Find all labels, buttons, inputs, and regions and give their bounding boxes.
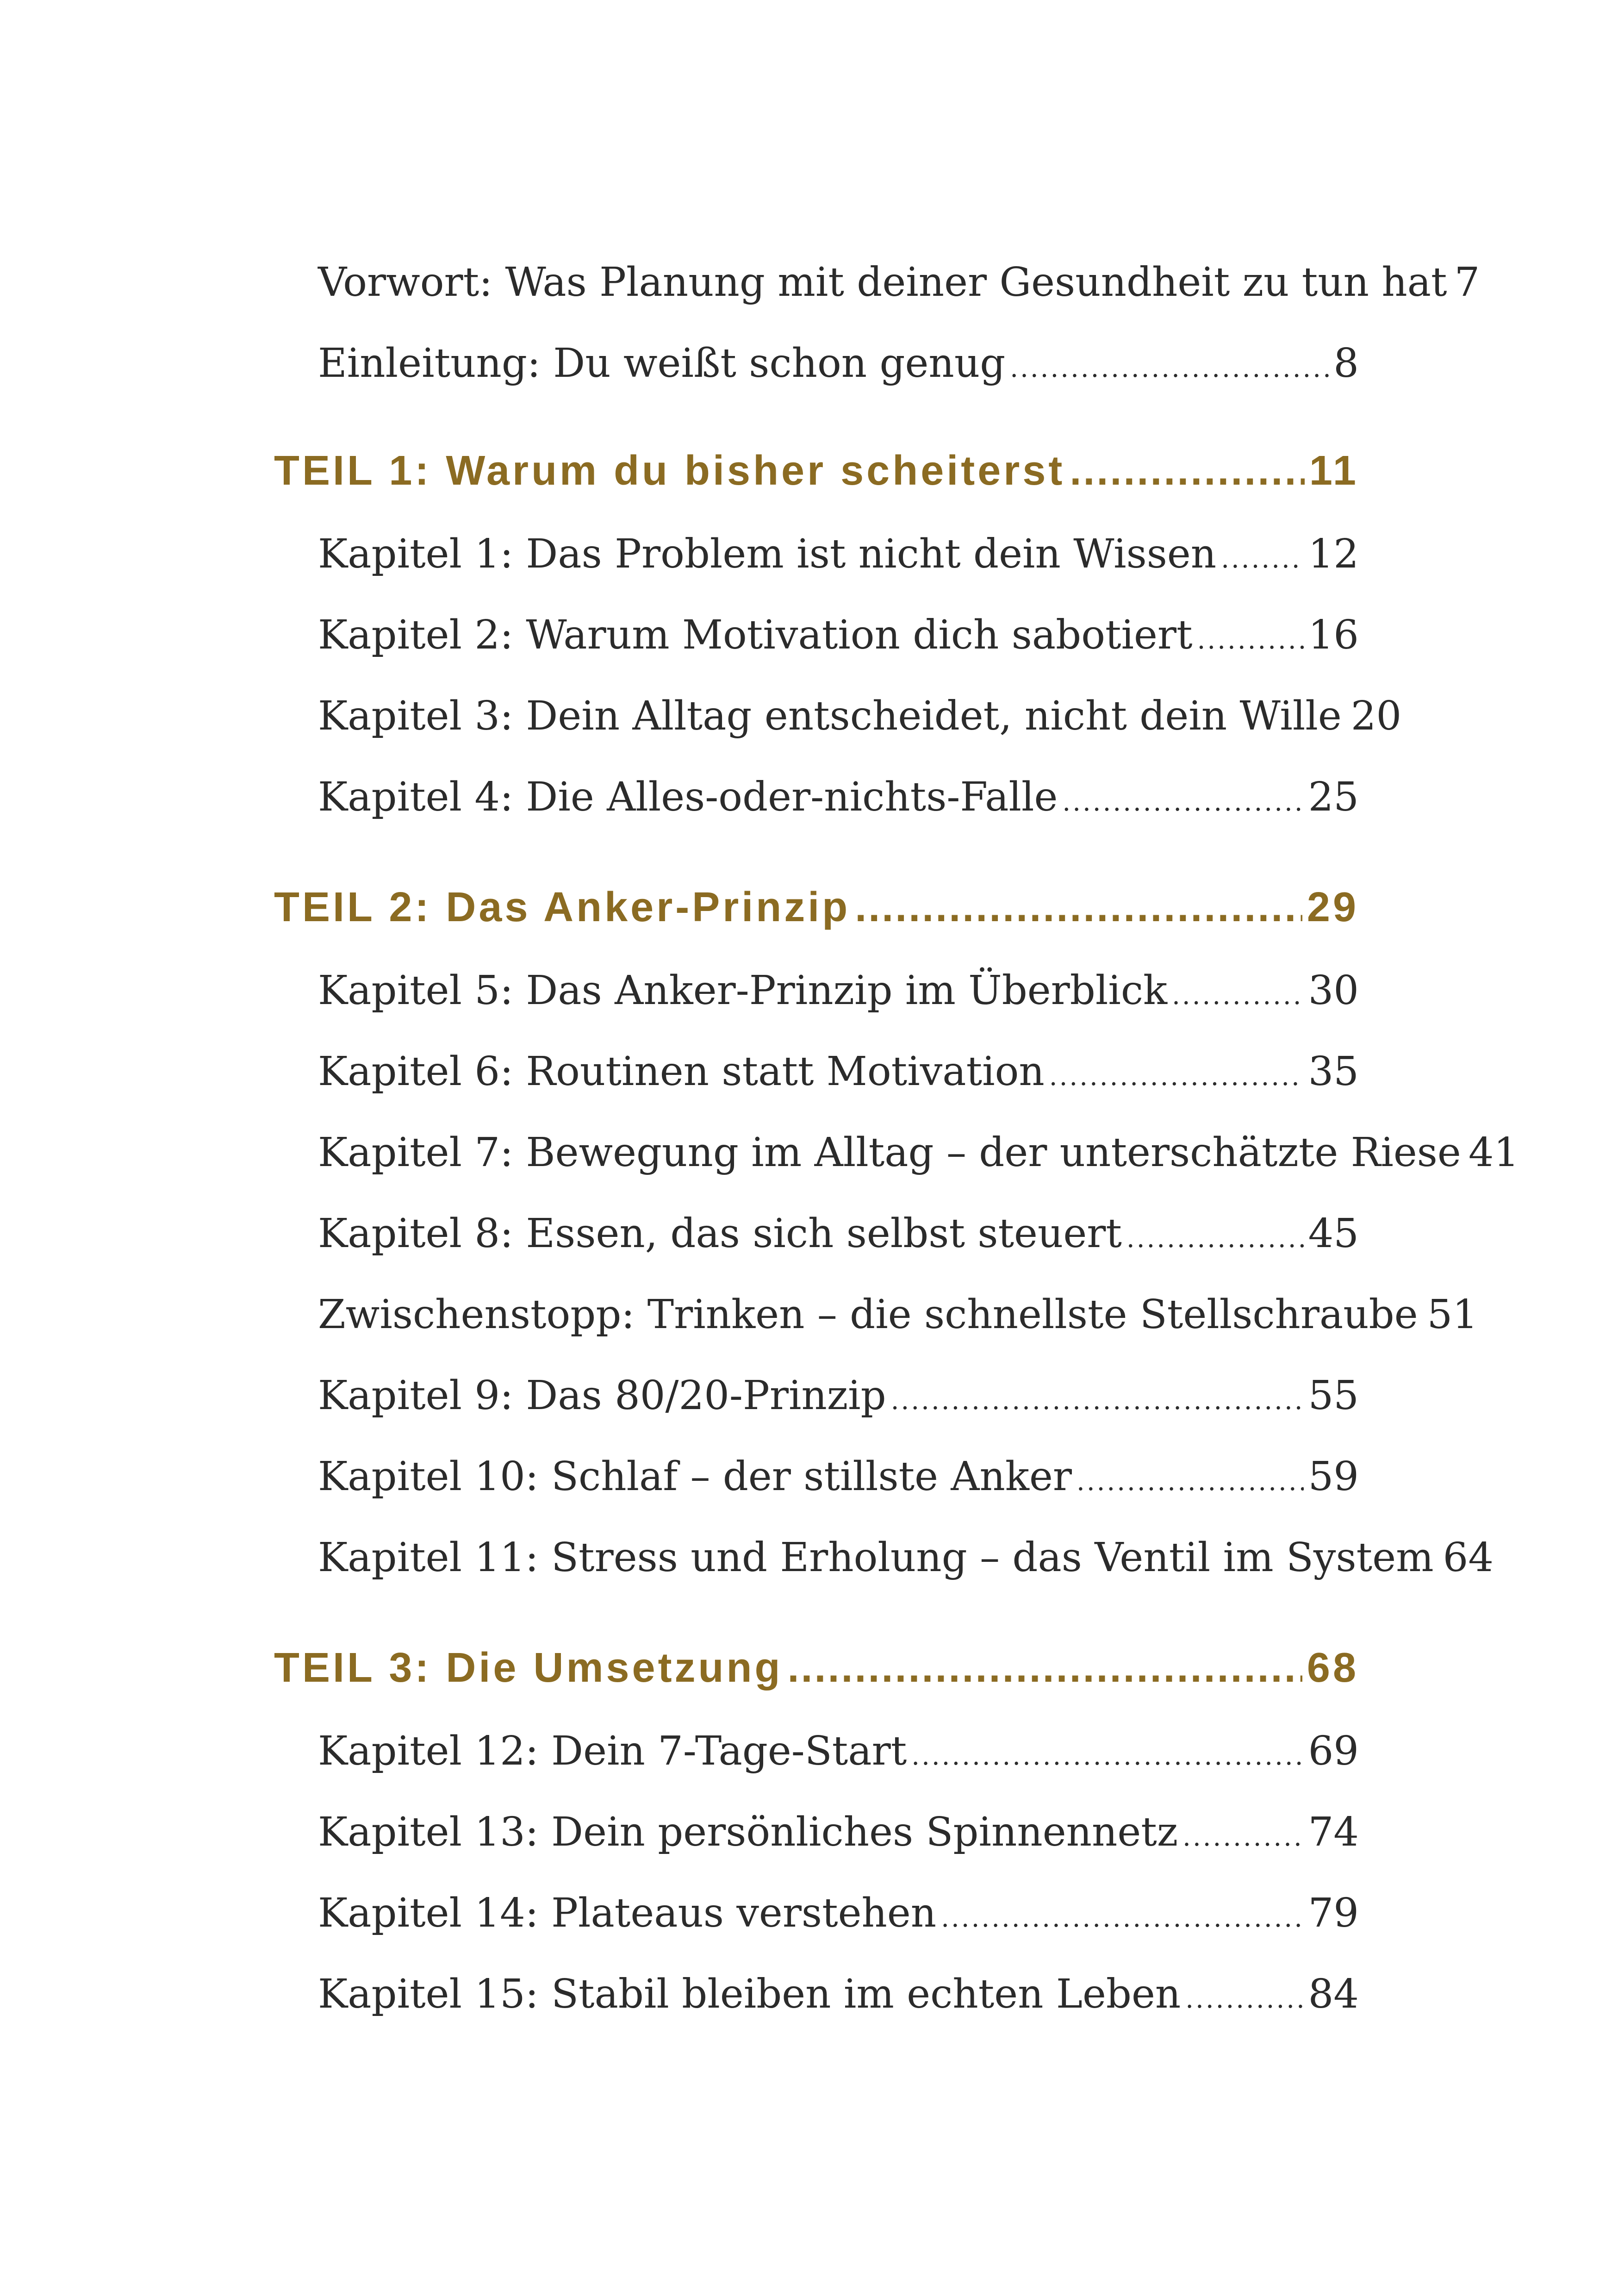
toc-part-label: TEIL 2: Das Anker-Prinzip — [274, 884, 851, 930]
toc-entry-page: 45 — [1308, 1210, 1359, 1257]
toc-entry-page: 64 — [1443, 1535, 1494, 1581]
toc-entry-kapitel-4[interactable] — [274, 774, 1359, 855]
toc-entry-zwischenstopp[interactable] — [274, 1292, 1478, 1373]
toc-entry-kapitel-6[interactable] — [274, 1048, 1359, 1129]
toc-entry-label: Einleitung: Du weißt schon genug — [318, 340, 1006, 387]
dot-leader — [1062, 787, 1303, 817]
toc-entry-label: Kapitel 6: Routinen statt Motivation — [318, 1048, 1045, 1095]
dot-leader — [891, 1385, 1304, 1416]
dot-leader — [1182, 1822, 1303, 1852]
toc-entry-page: 51 — [1427, 1292, 1478, 1338]
toc-entry-kapitel-14[interactable] — [274, 1890, 1359, 1971]
toc-entry-einleitung[interactable] — [274, 340, 1359, 421]
dot-leader — [1172, 980, 1303, 1011]
dot-leader — [1185, 1984, 1303, 2014]
toc-entry-kapitel-3[interactable] — [274, 693, 1402, 774]
toc-entry-kapitel-5[interactable] — [274, 967, 1359, 1048]
toc-entry-label: Kapitel 4: Die Alles-oder-nichts-Falle — [318, 774, 1058, 820]
toc-entry-page: 7 — [1454, 259, 1480, 306]
toc-entry-label: Kapitel 9: Das 80/20-Prinzip — [318, 1373, 886, 1419]
dot-leader — [911, 1741, 1303, 1771]
toc-entry-kapitel-1[interactable] — [274, 531, 1359, 612]
dot-leader — [1049, 1061, 1304, 1092]
toc-entry-label: Kapitel 10: Schlaf – der stillste Anker — [318, 1454, 1072, 1500]
toc-entry-kapitel-11[interactable] — [274, 1535, 1494, 1616]
toc-entry-kapitel-15[interactable] — [274, 1971, 1359, 2052]
toc-entry-kapitel-8[interactable] — [274, 1210, 1359, 1292]
toc-entry-label: Kapitel 11: Stress und Erholung – das Ventil im System — [318, 1535, 1434, 1581]
toc-entry-vorwort[interactable] — [274, 259, 1480, 340]
toc-part-page: 11 — [1309, 448, 1359, 494]
toc-entry-page: 84 — [1308, 1971, 1359, 2017]
toc-entry-page: 55 — [1308, 1373, 1359, 1419]
toc-entry-label: Vorwort: Was Planung mit deiner Gesundheit zu tun hat — [318, 259, 1447, 306]
toc-entry-kapitel-10[interactable] — [274, 1454, 1359, 1535]
toc-entry-page: 16 — [1308, 612, 1359, 658]
toc-entry-kapitel-13[interactable] — [274, 1809, 1359, 1890]
toc-part-page: 29 — [1307, 884, 1359, 930]
toc-part-1[interactable] — [274, 447, 1359, 528]
toc-entry-label: Kapitel 12: Dein 7-Tage-Start — [318, 1728, 907, 1774]
toc-entry-kapitel-12[interactable] — [274, 1728, 1359, 1809]
toc-entry-page: 35 — [1308, 1048, 1359, 1095]
toc-entry-page: 12 — [1308, 531, 1359, 577]
toc-entry-page: 20 — [1350, 693, 1402, 739]
toc-entry-label: Kapitel 14: Plateaus verstehen — [318, 1890, 937, 1936]
toc-entry-kapitel-9[interactable] — [274, 1373, 1359, 1454]
toc-entry-label: Kapitel 5: Das Anker-Prinzip im Überblick — [318, 967, 1168, 1014]
toc-entry-label: Kapitel 13: Dein persönliches Spinnennetz — [318, 1809, 1178, 1855]
dot-leader — [941, 1903, 1303, 1933]
toc-entry-label: Kapitel 3: Dein Alltag entscheidet, nicht dein Wille — [318, 693, 1342, 739]
toc-entry-kapitel-7[interactable] — [274, 1129, 1519, 1210]
toc-entry-label: Kapitel 1: Das Problem ist nicht dein Wissen — [318, 531, 1217, 577]
toc-entry-page: 59 — [1308, 1454, 1359, 1500]
toc-entry-label: Kapitel 15: Stabil bleiben im echten Leben — [318, 1971, 1181, 2017]
toc-entry-label: Zwischenstopp: Trinken – die schnellste Stellschraube — [318, 1292, 1418, 1338]
toc-entry-label: Kapitel 8: Essen, das sich selbst steuert — [318, 1210, 1122, 1257]
toc-entry-page: 79 — [1308, 1890, 1359, 1936]
toc-entry-label: Kapitel 2: Warum Motivation dich sabotiert — [318, 612, 1193, 658]
toc-entry-kapitel-2[interactable] — [274, 612, 1359, 693]
toc-part-page: 68 — [1307, 1645, 1359, 1691]
dot-leader — [1070, 447, 1304, 495]
toc-entry-page: 25 — [1308, 774, 1359, 820]
dot-leader — [1197, 625, 1304, 655]
table-of-contents — [274, 259, 1519, 2052]
toc-part-label: TEIL 1: Warum du bisher scheiterst — [274, 448, 1065, 494]
dot-leader — [855, 884, 1302, 931]
toc-entry-page: 74 — [1308, 1809, 1359, 1855]
toc-part-3[interactable] — [274, 1644, 1359, 1725]
toc-part-2[interactable] — [274, 884, 1359, 965]
toc-entry-page: 41 — [1468, 1129, 1519, 1176]
dot-leader — [1221, 544, 1303, 574]
toc-entry-page: 69 — [1308, 1728, 1359, 1774]
dot-leader — [1077, 1466, 1304, 1497]
toc-entry-page: 8 — [1333, 340, 1359, 387]
dot-leader — [1010, 353, 1329, 383]
toc-part-label: TEIL 3: Die Umsetzung — [274, 1645, 783, 1691]
toc-entry-page: 30 — [1308, 967, 1359, 1014]
dot-leader — [1126, 1223, 1304, 1254]
toc-entry-label: Kapitel 7: Bewegung im Alltag – der unterschätzte Riese — [318, 1129, 1461, 1176]
dot-leader — [787, 1644, 1302, 1692]
